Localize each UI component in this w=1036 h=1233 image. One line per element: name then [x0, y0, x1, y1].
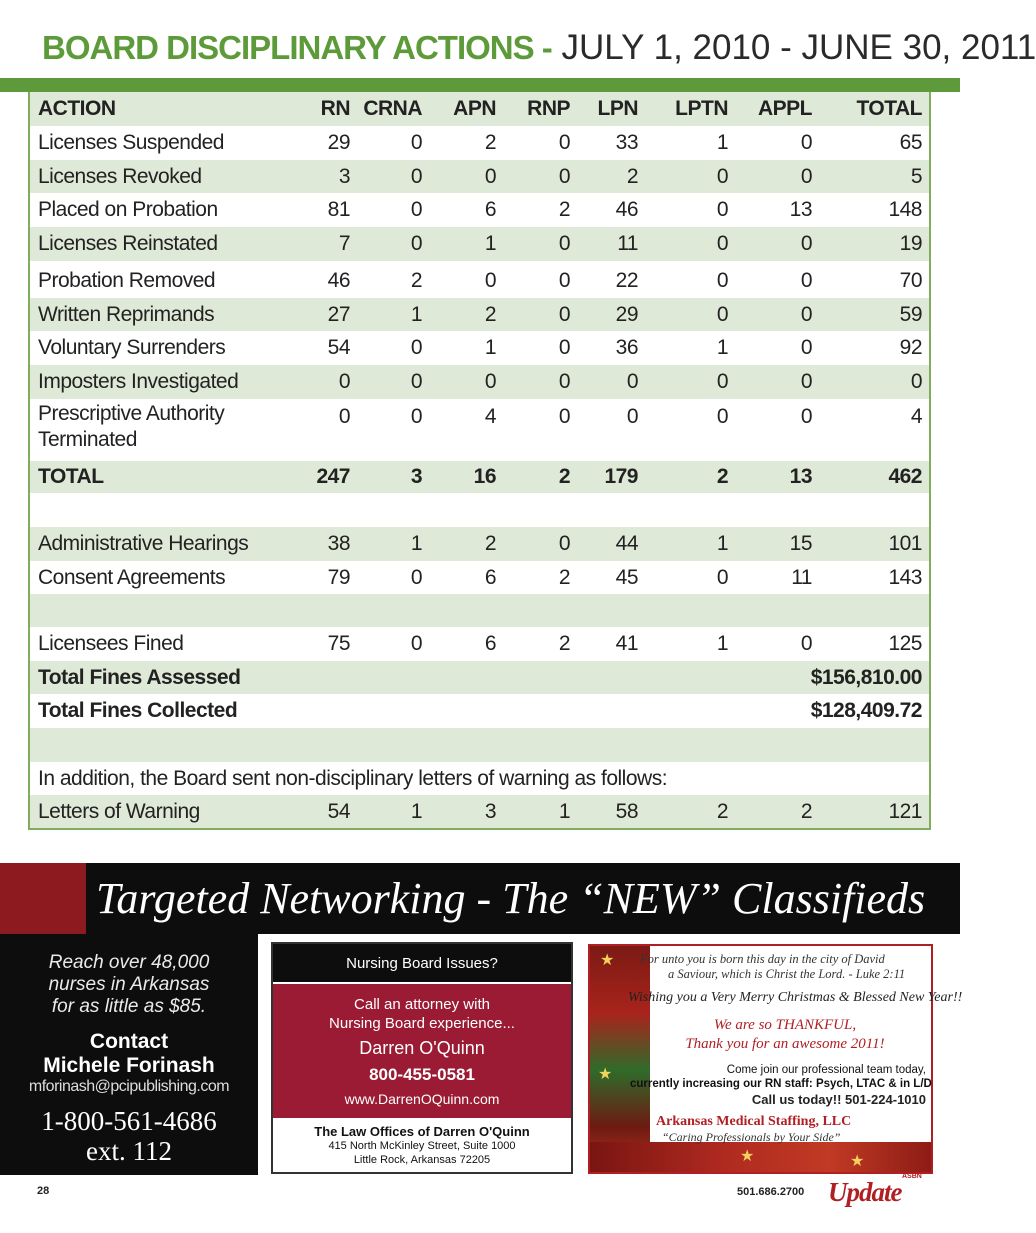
row-label: Administrative Hearings	[38, 532, 249, 555]
cell-apn: 2	[484, 532, 496, 555]
cell-crna: 1	[410, 532, 422, 555]
row-label: Licenses Suspended	[38, 131, 224, 154]
contact-email[interactable]: mforinash@pcipublishing.com	[28, 1078, 230, 1095]
cell-lpn: 2	[626, 164, 638, 188]
recruit-text	[630, 1063, 932, 1091]
cell-crna: 0	[410, 164, 422, 188]
attorney-address-block	[273, 1124, 571, 1167]
attorney-ad-body	[273, 984, 571, 1118]
cell-total: 148	[888, 198, 922, 221]
cell-appl: 0	[800, 370, 812, 393]
cell-lpn: 22	[615, 269, 638, 292]
classifieds-contact-ad	[0, 934, 258, 1175]
header-apn: APN	[453, 97, 496, 120]
cell-crna: 0	[410, 565, 422, 589]
cell-rn: 0	[338, 405, 350, 428]
cell-lpn: 36	[615, 336, 638, 359]
star-icon: ★	[740, 1148, 755, 1165]
row-label: Imposters Investigated	[38, 370, 239, 393]
cell-apn: 6	[484, 565, 496, 589]
thank-line: Thank you for an awesome 2011!	[685, 1036, 885, 1052]
cell-crna: 0	[410, 198, 422, 221]
cell-crna: 0	[410, 336, 422, 359]
pitch-line: Call an attorney with	[354, 996, 490, 1013]
total-rnp: 2	[558, 465, 570, 488]
row-label: Consent Agreements	[38, 565, 226, 589]
cell-rnp: 0	[558, 232, 570, 255]
row-label: Licensees Fined	[38, 632, 184, 655]
staffing-company: Arkansas Medical Staffing, LLC	[656, 1114, 852, 1129]
cell-appl: 0	[800, 232, 812, 255]
cell-rn: 75	[327, 632, 350, 655]
row-label: Written Reprimands	[38, 302, 215, 326]
firm-address-line: 415 North McKinley Street, Suite 1000	[328, 1140, 516, 1152]
cell-rn: 38	[327, 532, 350, 555]
header-crna: CRNA	[363, 97, 422, 120]
disciplinary-table	[28, 92, 931, 830]
total-rn: 247	[316, 465, 350, 488]
fines-collected-label: Total Fines Collected	[38, 699, 238, 722]
table-row	[30, 795, 929, 828]
total-total: 462	[888, 465, 922, 488]
table-row	[30, 365, 929, 399]
title-bold: BOARD DISCIPLINARY ACTIONS -	[42, 29, 552, 66]
verse-line: a Saviour, which is Christ the Lord. - Luke 2:11	[668, 967, 906, 981]
cell-rn: 7	[338, 232, 350, 255]
row-label: Licenses Reinstated	[38, 232, 218, 255]
table-row	[30, 298, 929, 331]
bible-verse	[640, 952, 930, 982]
title-rule	[0, 78, 960, 92]
fines-assessed-label: Total Fines Assessed	[38, 665, 241, 689]
cell-crna: 2	[410, 269, 422, 292]
total-lpn: 179	[604, 465, 638, 488]
cell-total: 101	[888, 532, 922, 555]
cell-lptn: 0	[716, 269, 728, 292]
cell-crna: 0	[410, 405, 422, 428]
cell-lptn: 1	[716, 336, 728, 359]
title-date-range: JULY 1, 2010 - JUNE 30, 2011	[551, 28, 1036, 67]
cell-rn: 81	[327, 198, 350, 221]
fines-collected-row	[30, 694, 929, 728]
firm-address-line: Little Rock, Arkansas 72205	[353, 1154, 491, 1166]
cell-rn: 79	[327, 565, 350, 589]
attorney-ad-pitch	[273, 995, 571, 1033]
header-appl: APPL	[757, 97, 812, 120]
cell-lpn: 58	[615, 799, 638, 823]
thank-you-text	[650, 1016, 920, 1054]
firm-name: The Law Offices of Darren O'Quinn	[314, 1124, 530, 1139]
cell-rn: 54	[327, 799, 350, 823]
header-rnp: RNP	[527, 97, 570, 120]
cell-rnp: 0	[558, 164, 570, 188]
total-label: TOTAL	[38, 465, 104, 488]
reach-line: Reach over 48,000	[48, 952, 210, 973]
contact-person: Michele Forinash	[43, 1054, 215, 1077]
cell-total: 4	[910, 405, 922, 428]
cell-apn: 0	[484, 269, 496, 292]
cell-total: 5	[910, 164, 922, 188]
blank-row	[30, 493, 929, 527]
table-row	[30, 126, 929, 160]
total-crna: 3	[410, 465, 422, 488]
header-lptn: LPTN	[675, 97, 728, 120]
cell-apn: 2	[484, 131, 496, 154]
cell-apn: 1	[484, 232, 496, 255]
table-row	[30, 227, 929, 261]
cell-apn: 4	[484, 405, 496, 428]
warning-note: In addition, the Board sent non-disciplinary letters of warning as follows:	[38, 766, 668, 790]
cell-crna: 0	[410, 370, 422, 393]
cell-apn: 0	[484, 164, 496, 188]
table-row	[30, 331, 929, 365]
cell-apn: 2	[484, 302, 496, 326]
star-icon: ★	[598, 1066, 613, 1083]
recruit-line: Come join our professional team today,	[726, 1064, 926, 1076]
cell-rn: 46	[327, 269, 350, 292]
cell-lptn: 1	[716, 532, 728, 555]
cell-crna: 0	[410, 131, 422, 154]
cell-rnp: 0	[558, 370, 570, 393]
cell-total: 121	[888, 799, 922, 823]
cell-lpn: 0	[626, 370, 638, 393]
staffing-tagline: “Caring Professionals by Your Side”	[662, 1130, 841, 1144]
phone-extension: ext. 112	[86, 1136, 172, 1166]
table-row	[30, 527, 929, 561]
total-appl: 13	[789, 465, 812, 488]
cell-rnp: 2	[558, 198, 570, 221]
cell-total: 19	[899, 232, 922, 255]
fines-assessed-value: $156,810.00	[810, 665, 922, 689]
warning-note-row	[30, 762, 929, 795]
cell-apn: 1	[484, 336, 496, 359]
cell-lpn: 44	[615, 532, 638, 555]
attorney-phone: 800-455-0581	[369, 1065, 475, 1084]
cell-rnp: 1	[558, 799, 570, 823]
pitch-line: Nursing Board experience...	[329, 1015, 515, 1032]
attorney-ad	[271, 942, 573, 1174]
cell-total: 59	[899, 302, 922, 326]
cell-lptn: 0	[716, 405, 728, 428]
header-rn: RN	[320, 97, 350, 120]
cell-rnp: 0	[558, 269, 570, 292]
cell-appl: 0	[800, 632, 812, 655]
cell-rnp: 0	[558, 302, 570, 326]
cell-total: 65	[899, 131, 922, 154]
cell-lpn: 33	[615, 131, 638, 154]
star-icon: ★	[850, 1153, 865, 1170]
row-label: Placed on Probation	[38, 198, 218, 221]
cell-total: 0	[910, 370, 922, 393]
reach-line: nurses in Arkansas	[48, 974, 210, 995]
cell-appl: 0	[800, 302, 812, 326]
recruit-line: currently increasing our RN staff: Psych, LTAC & in L/D	[630, 1078, 932, 1090]
contact-name	[0, 1030, 258, 1078]
cell-appl: 0	[800, 269, 812, 292]
attorney-website[interactable]: www.DarrenOQuinn.com	[344, 1091, 500, 1107]
header-total: TOTAL	[856, 97, 922, 120]
blank-row	[30, 594, 929, 627]
fines-assessed-row	[30, 661, 929, 694]
page-title	[42, 22, 1036, 74]
table-row	[30, 160, 929, 193]
total-lptn: 2	[716, 465, 728, 488]
holly-border-decoration	[590, 1142, 931, 1172]
cell-lpn: 45	[615, 565, 638, 589]
cell-appl: 2	[800, 799, 812, 823]
cell-lptn: 0	[716, 302, 728, 326]
cell-lptn: 2	[716, 799, 728, 823]
cell-total: 125	[888, 632, 922, 655]
cell-apn: 6	[484, 198, 496, 221]
row-label: Probation Removed	[38, 269, 216, 292]
cell-lpn: 29	[615, 302, 638, 326]
staffing-phone: Call us today!! 501-224-1010	[751, 1092, 926, 1107]
cell-crna: 0	[410, 232, 422, 255]
fines-collected-value: $128,409.72	[810, 699, 922, 722]
cell-rnp: 0	[558, 131, 570, 154]
cell-lptn: 0	[716, 164, 728, 188]
cell-appl: 15	[789, 532, 812, 555]
cell-lpn: 46	[615, 198, 638, 221]
star-icon: ★	[600, 952, 615, 969]
header-lpn: LPN	[597, 97, 638, 120]
cell-lptn: 1	[716, 632, 728, 655]
cell-total: 92	[899, 336, 922, 359]
cell-appl: 0	[800, 336, 812, 359]
attorney-ad-header: Nursing Board Issues?	[273, 944, 571, 982]
cell-rn: 3	[338, 164, 350, 188]
cell-total: 70	[899, 269, 922, 292]
christmas-wish: Wishing you a Very Merry Christmas & Blessed New Year!!	[628, 990, 963, 1005]
cell-rnp: 0	[558, 336, 570, 359]
row-label: Licenses Revoked	[38, 164, 202, 188]
cell-rnp: 2	[558, 632, 570, 655]
cell-appl: 11	[791, 565, 812, 589]
cell-total: 143	[888, 565, 922, 589]
cell-lptn: 0	[716, 370, 728, 393]
cell-lpn: 11	[617, 232, 638, 255]
banner-accent	[0, 863, 86, 934]
total-row	[30, 461, 929, 493]
cell-rnp: 0	[558, 405, 570, 428]
reach-line: for as little as $85.	[51, 996, 207, 1017]
row-label: Prescriptive Authority Terminated	[38, 402, 225, 451]
cell-rn: 29	[327, 131, 350, 154]
cell-crna: 1	[410, 302, 422, 326]
cell-lpn: 41	[615, 632, 638, 655]
staffing-ad	[588, 944, 963, 1174]
cell-apn: 6	[484, 632, 496, 655]
page-number: 28	[37, 1185, 50, 1197]
footer-phone: 501.686.2700	[737, 1186, 805, 1198]
phone-number: 1-800-561-4686	[41, 1106, 217, 1136]
contact-label: Contact	[89, 1030, 169, 1053]
cell-rnp: 0	[558, 532, 570, 555]
cell-lptn: 0	[716, 565, 728, 589]
thank-line: We are so THANKFUL,	[713, 1017, 857, 1033]
cell-apn: 0	[484, 370, 496, 393]
cell-appl: 0	[800, 164, 812, 188]
verse-line: For unto you is born this day in the city of David	[640, 952, 885, 966]
logo-update: Update	[828, 1177, 902, 1207]
cell-appl: 13	[789, 198, 812, 221]
reach-text	[0, 952, 258, 1018]
table-row	[30, 561, 929, 594]
cell-rn: 0	[338, 370, 350, 393]
cell-apn: 3	[484, 799, 496, 823]
blank-row	[30, 728, 929, 762]
total-apn: 16	[473, 465, 496, 488]
cell-lpn: 0	[626, 405, 638, 428]
logo-asbn: ASBN	[902, 1173, 922, 1180]
cell-rn: 54	[327, 336, 350, 359]
cell-lptn: 1	[716, 131, 728, 154]
contact-phone	[0, 1106, 258, 1166]
cell-crna: 1	[410, 799, 422, 823]
cell-lptn: 0	[716, 198, 728, 221]
header-action: ACTION	[38, 97, 116, 120]
cell-appl: 0	[800, 405, 812, 428]
table-row	[30, 264, 929, 298]
table-row	[30, 627, 929, 661]
cell-crna: 0	[410, 632, 422, 655]
classifieds-title: Targeted Networking - The “NEW” Classifieds	[96, 874, 926, 923]
cell-rnp: 2	[558, 565, 570, 589]
row-label: Letters of Warning	[38, 799, 200, 823]
attorney-name: Darren O'Quinn	[359, 1038, 485, 1058]
cell-appl: 0	[800, 131, 812, 154]
table-row	[30, 193, 929, 227]
table-row	[30, 399, 929, 461]
row-label: Voluntary Surrenders	[38, 336, 226, 359]
cell-rn: 27	[327, 302, 350, 326]
table-header-row	[30, 92, 929, 126]
cell-lptn: 0	[716, 232, 728, 255]
